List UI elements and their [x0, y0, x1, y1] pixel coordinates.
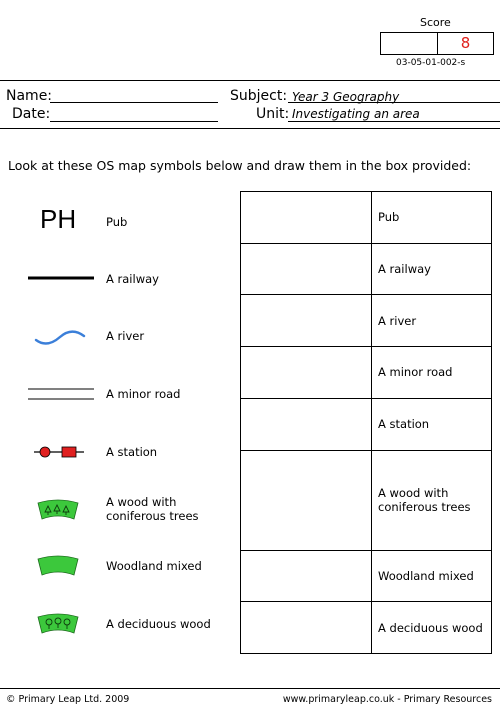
footer-copyright: © Primary Leap Ltd. 2009 — [6, 694, 130, 705]
table-label-pub: Pub — [372, 192, 492, 244]
unit-value: Investigating an area — [292, 107, 420, 121]
table-label-mixed-woodland: Woodland mixed — [372, 550, 492, 602]
draw-box[interactable] — [241, 602, 372, 654]
draw-box[interactable] — [241, 450, 372, 550]
table-row — [241, 192, 492, 244]
coniferous-wood-icon — [36, 497, 80, 523]
date-field[interactable] — [50, 121, 218, 122]
header-rule — [0, 128, 500, 129]
table-row — [241, 347, 492, 399]
symbol-label-pub: Pub — [106, 215, 128, 229]
table-row — [241, 602, 492, 654]
top-rule — [0, 80, 500, 81]
draw-box[interactable] — [241, 295, 372, 347]
table-row — [241, 243, 492, 295]
pub-ph-icon: PH — [40, 204, 77, 234]
symbol-label-deciduous-wood: A deciduous wood — [106, 617, 211, 631]
table-label-minor-road: A minor road — [372, 347, 492, 399]
score-label: Score — [420, 16, 451, 29]
symbol-label-coniferous-wood: A wood with coniferous trees — [106, 495, 199, 523]
footer-website: www.primaryleap.co.uk - Primary Resources — [282, 694, 492, 705]
station-icon — [34, 444, 84, 460]
date-label: Date: — [12, 106, 51, 122]
subject-label: Subject: — [230, 88, 288, 104]
footer-rule — [0, 688, 500, 689]
score-box — [380, 32, 494, 55]
mixed-woodland-icon — [36, 553, 80, 579]
draw-box[interactable] — [241, 347, 372, 399]
draw-box[interactable] — [241, 550, 372, 602]
table-row — [241, 450, 492, 550]
draw-box[interactable] — [241, 192, 372, 244]
unit-underline — [288, 121, 500, 122]
minor-road-icon — [28, 386, 94, 402]
deciduous-wood-icon — [36, 611, 80, 637]
score-value: 8 — [460, 34, 471, 52]
railway-line-icon — [28, 272, 94, 284]
subject-value: Year 3 Geography — [292, 90, 400, 104]
subject-underline — [288, 102, 500, 103]
draw-box[interactable] — [241, 243, 372, 295]
name-field[interactable] — [50, 102, 218, 103]
table-row — [241, 550, 492, 602]
symbol-label-railway: A railway — [106, 272, 159, 286]
worksheet-code: 03-05-01-002-s — [396, 58, 466, 68]
symbol-label-river: A river — [106, 329, 145, 343]
instruction-text: Look at these OS map symbols below and draw them in the box provided: — [8, 158, 472, 173]
table-label-railway: A railway — [372, 243, 492, 295]
table-label-river: A river — [372, 295, 492, 347]
answer-table — [240, 191, 492, 654]
name-label: Name: — [6, 88, 53, 104]
table-row — [241, 295, 492, 347]
river-wave-icon — [34, 328, 86, 346]
table-row — [241, 398, 492, 450]
unit-label: Unit: — [256, 106, 290, 122]
draw-box[interactable] — [241, 398, 372, 450]
symbol-label-mixed-woodland: Woodland mixed — [106, 559, 202, 573]
table-label-deciduous-wood: A deciduous wood — [372, 602, 492, 654]
symbol-label-station: A station — [106, 445, 158, 459]
symbol-label-minor-road: A minor road — [106, 387, 181, 401]
table-label-coniferous-wood: A wood with coniferous trees — [372, 450, 492, 550]
table-label-station: A station — [372, 398, 492, 450]
